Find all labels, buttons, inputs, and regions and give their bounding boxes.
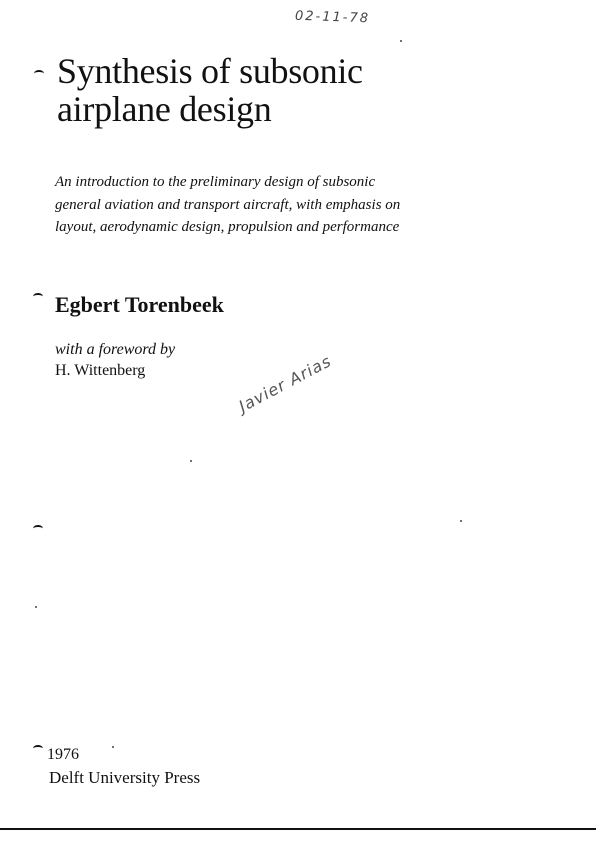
punch-hole-mark — [33, 745, 43, 752]
book-title-line-1: Synthesis of subsonic — [57, 51, 363, 91]
foreword-credit — [55, 339, 175, 381]
publication-year: 1976 — [47, 746, 79, 763]
page-bottom-rule — [0, 828, 596, 830]
book-subtitle — [55, 171, 535, 239]
punch-hole-mark — [33, 293, 43, 300]
punch-hole-mark — [33, 525, 43, 532]
book-title — [57, 52, 363, 128]
punch-hole-mark — [34, 70, 44, 77]
book-subtitle-line-1: An introduction to the preliminary design of subsonic — [55, 174, 376, 190]
foreword-author: H. Wittenberg — [55, 362, 146, 379]
scan-speck — [35, 606, 37, 608]
handwritten-date-note: 02-11-78 — [294, 8, 371, 27]
book-title-line-2: airplane design — [57, 89, 272, 129]
book-subtitle-line-2: general aviation and transport aircraft, with emphasis on — [55, 196, 401, 213]
scan-speck — [460, 520, 462, 522]
handwritten-signature: Javier Arias — [235, 351, 335, 416]
book-subtitle-line-3: layout, aerodynamic design, propulsion and performance — [55, 219, 400, 235]
author-name: Egbert Torenbeek — [55, 292, 224, 317]
scan-speck — [400, 40, 402, 42]
foreword-label: with a foreword by — [55, 341, 176, 358]
publisher-name: Delft University Press — [49, 768, 201, 787]
scan-speck — [190, 460, 192, 462]
scan-speck — [112, 746, 114, 748]
